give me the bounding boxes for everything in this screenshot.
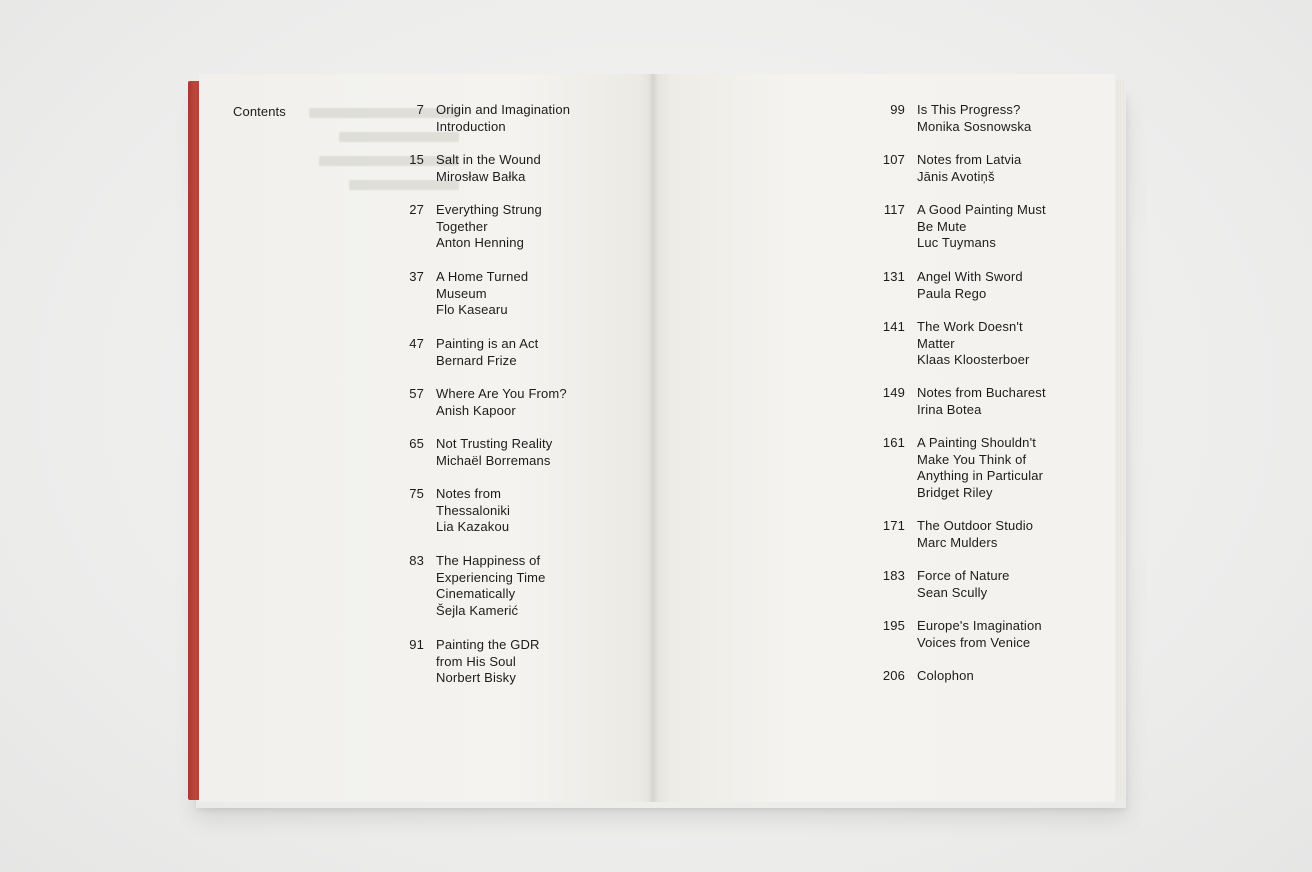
toc-title-line: Not Trusting Reality [436, 436, 553, 451]
toc-page-number: 171 [882, 518, 905, 533]
toc-title-line: The Happiness of [436, 553, 541, 568]
toc-title-line: Is This Progress? [917, 102, 1021, 117]
toc-entry-text [917, 435, 1043, 502]
toc-author: Anish Kapoor [436, 402, 516, 418]
toc-author: Introduction [436, 118, 506, 134]
toc-entry-text [436, 202, 542, 252]
toc-page-number: 27 [409, 202, 424, 217]
toc-title-line: A Good Painting Must [917, 202, 1046, 217]
toc-entry-text [917, 269, 1023, 302]
toc-page-number: 161 [882, 435, 905, 450]
toc-author: Michaël Borremans [436, 452, 551, 468]
toc-entry-text [917, 518, 1033, 551]
toc-entry-text [917, 668, 974, 685]
toc-author: Šejla Kamerić [436, 603, 519, 619]
toc-title-line: Notes from Latvia [917, 152, 1022, 167]
toc-entry-text [917, 385, 1046, 418]
toc-entry-text [436, 637, 540, 687]
toc-entry-text [436, 553, 546, 620]
toc-entry-text [436, 436, 552, 469]
toc-title-line: Cinematically [436, 586, 516, 602]
toc-page-number: 37 [409, 269, 424, 284]
toc-author: Irina Botea [917, 401, 982, 417]
toc-title-line: Everything Strung [436, 202, 542, 217]
toc-page-number: 149 [882, 385, 905, 400]
toc-title-line: The Work Doesn't [917, 319, 1023, 334]
toc-page-number: 206 [882, 668, 905, 683]
toc-author: Monika Sosnowska [917, 118, 1032, 134]
toc-page-number: 91 [409, 637, 424, 652]
toc-author: Bridget Riley [917, 485, 993, 501]
toc-title-line: Together [436, 218, 488, 234]
book-gutter [648, 74, 658, 802]
toc-title-line: Notes from [436, 486, 502, 501]
toc-author: Flo Kasearu [436, 302, 508, 318]
toc-entry-text [436, 336, 538, 369]
toc-title-line: Force of Nature [917, 568, 1010, 583]
toc-entry-text [436, 386, 567, 419]
toc-title-line: Be Mute [917, 218, 967, 234]
toc-author: Klaas Kloosterboer [917, 352, 1030, 368]
toc-author: Paula Rego [917, 285, 987, 301]
left-page [199, 74, 653, 802]
toc-title-line: from His Soul [436, 653, 516, 669]
toc-title-line: Anything in Particular [917, 468, 1044, 484]
toc-author: Sean Scully [917, 584, 988, 600]
toc-entry-text [436, 269, 528, 319]
toc-title-line: A Home Turned [436, 269, 529, 284]
toc-page-number: 131 [882, 269, 905, 284]
toc-title-line: Where Are You From? [436, 386, 567, 401]
toc-entry-text [917, 568, 1010, 601]
show-through-shapes [279, 100, 459, 220]
toc-title-line: Matter [917, 335, 955, 351]
toc-title-line: Europe's Imagination [917, 618, 1042, 633]
toc-entry-text [436, 102, 570, 135]
toc-author: Mirosław Bałka [436, 168, 526, 184]
toc-title-line: Angel With Sword [917, 269, 1023, 284]
toc-page-number: 47 [409, 336, 424, 351]
toc-entry-text [917, 152, 1021, 185]
toc-title-line: Notes from Bucharest [917, 385, 1046, 400]
toc-title-line: Thessaloniki [436, 502, 511, 518]
toc-page-number: 183 [882, 568, 905, 583]
toc-title-line: Museum [436, 285, 487, 301]
toc-title-line: Origin and Imagination [436, 102, 571, 117]
toc-author: Marc Mulders [917, 534, 998, 550]
toc-author: Luc Tuymans [917, 235, 996, 251]
toc-title-line: Make You Think of [917, 451, 1027, 467]
toc-author: Lia Kazakou [436, 519, 510, 535]
toc-author: Anton Henning [436, 235, 524, 251]
toc-page-number: 83 [409, 553, 424, 568]
toc-page-number: 141 [882, 319, 905, 334]
contents-heading: Contents [233, 104, 286, 119]
toc-page-number: 57 [409, 386, 424, 401]
toc-page-number: 75 [409, 486, 424, 501]
toc-title-line: Painting the GDR [436, 637, 540, 652]
toc-entry-text [917, 618, 1042, 651]
toc-page-number: 65 [409, 436, 424, 451]
toc-page-number: 99 [890, 102, 905, 117]
toc-entry-text [917, 102, 1031, 135]
toc-title-line: Colophon [917, 668, 974, 683]
toc-page-number: 15 [409, 152, 424, 167]
toc-title-line: Painting is an Act [436, 336, 539, 351]
toc-title-line: Experiencing Time [436, 569, 546, 585]
toc-author: Jānis Avotiņš [917, 168, 995, 184]
toc-entry-text [917, 202, 1046, 252]
toc-page-number: 195 [882, 618, 905, 633]
toc-author: Voices from Venice [917, 634, 1031, 650]
toc-title-line: A Painting Shouldn't [917, 435, 1036, 450]
toc-author: Norbert Bisky [436, 670, 516, 686]
toc-page-number: 117 [883, 202, 905, 217]
toc-title-line: The Outdoor Studio [917, 518, 1034, 533]
toc-title-line: Salt in the Wound [436, 152, 541, 167]
toc-entry-text [436, 152, 541, 185]
toc-page-number: 107 [882, 152, 905, 167]
toc-page-number: 7 [416, 102, 424, 117]
toc-author: Bernard Frize [436, 352, 517, 368]
toc-entry-text [917, 319, 1030, 369]
toc-entry-text [436, 486, 510, 536]
